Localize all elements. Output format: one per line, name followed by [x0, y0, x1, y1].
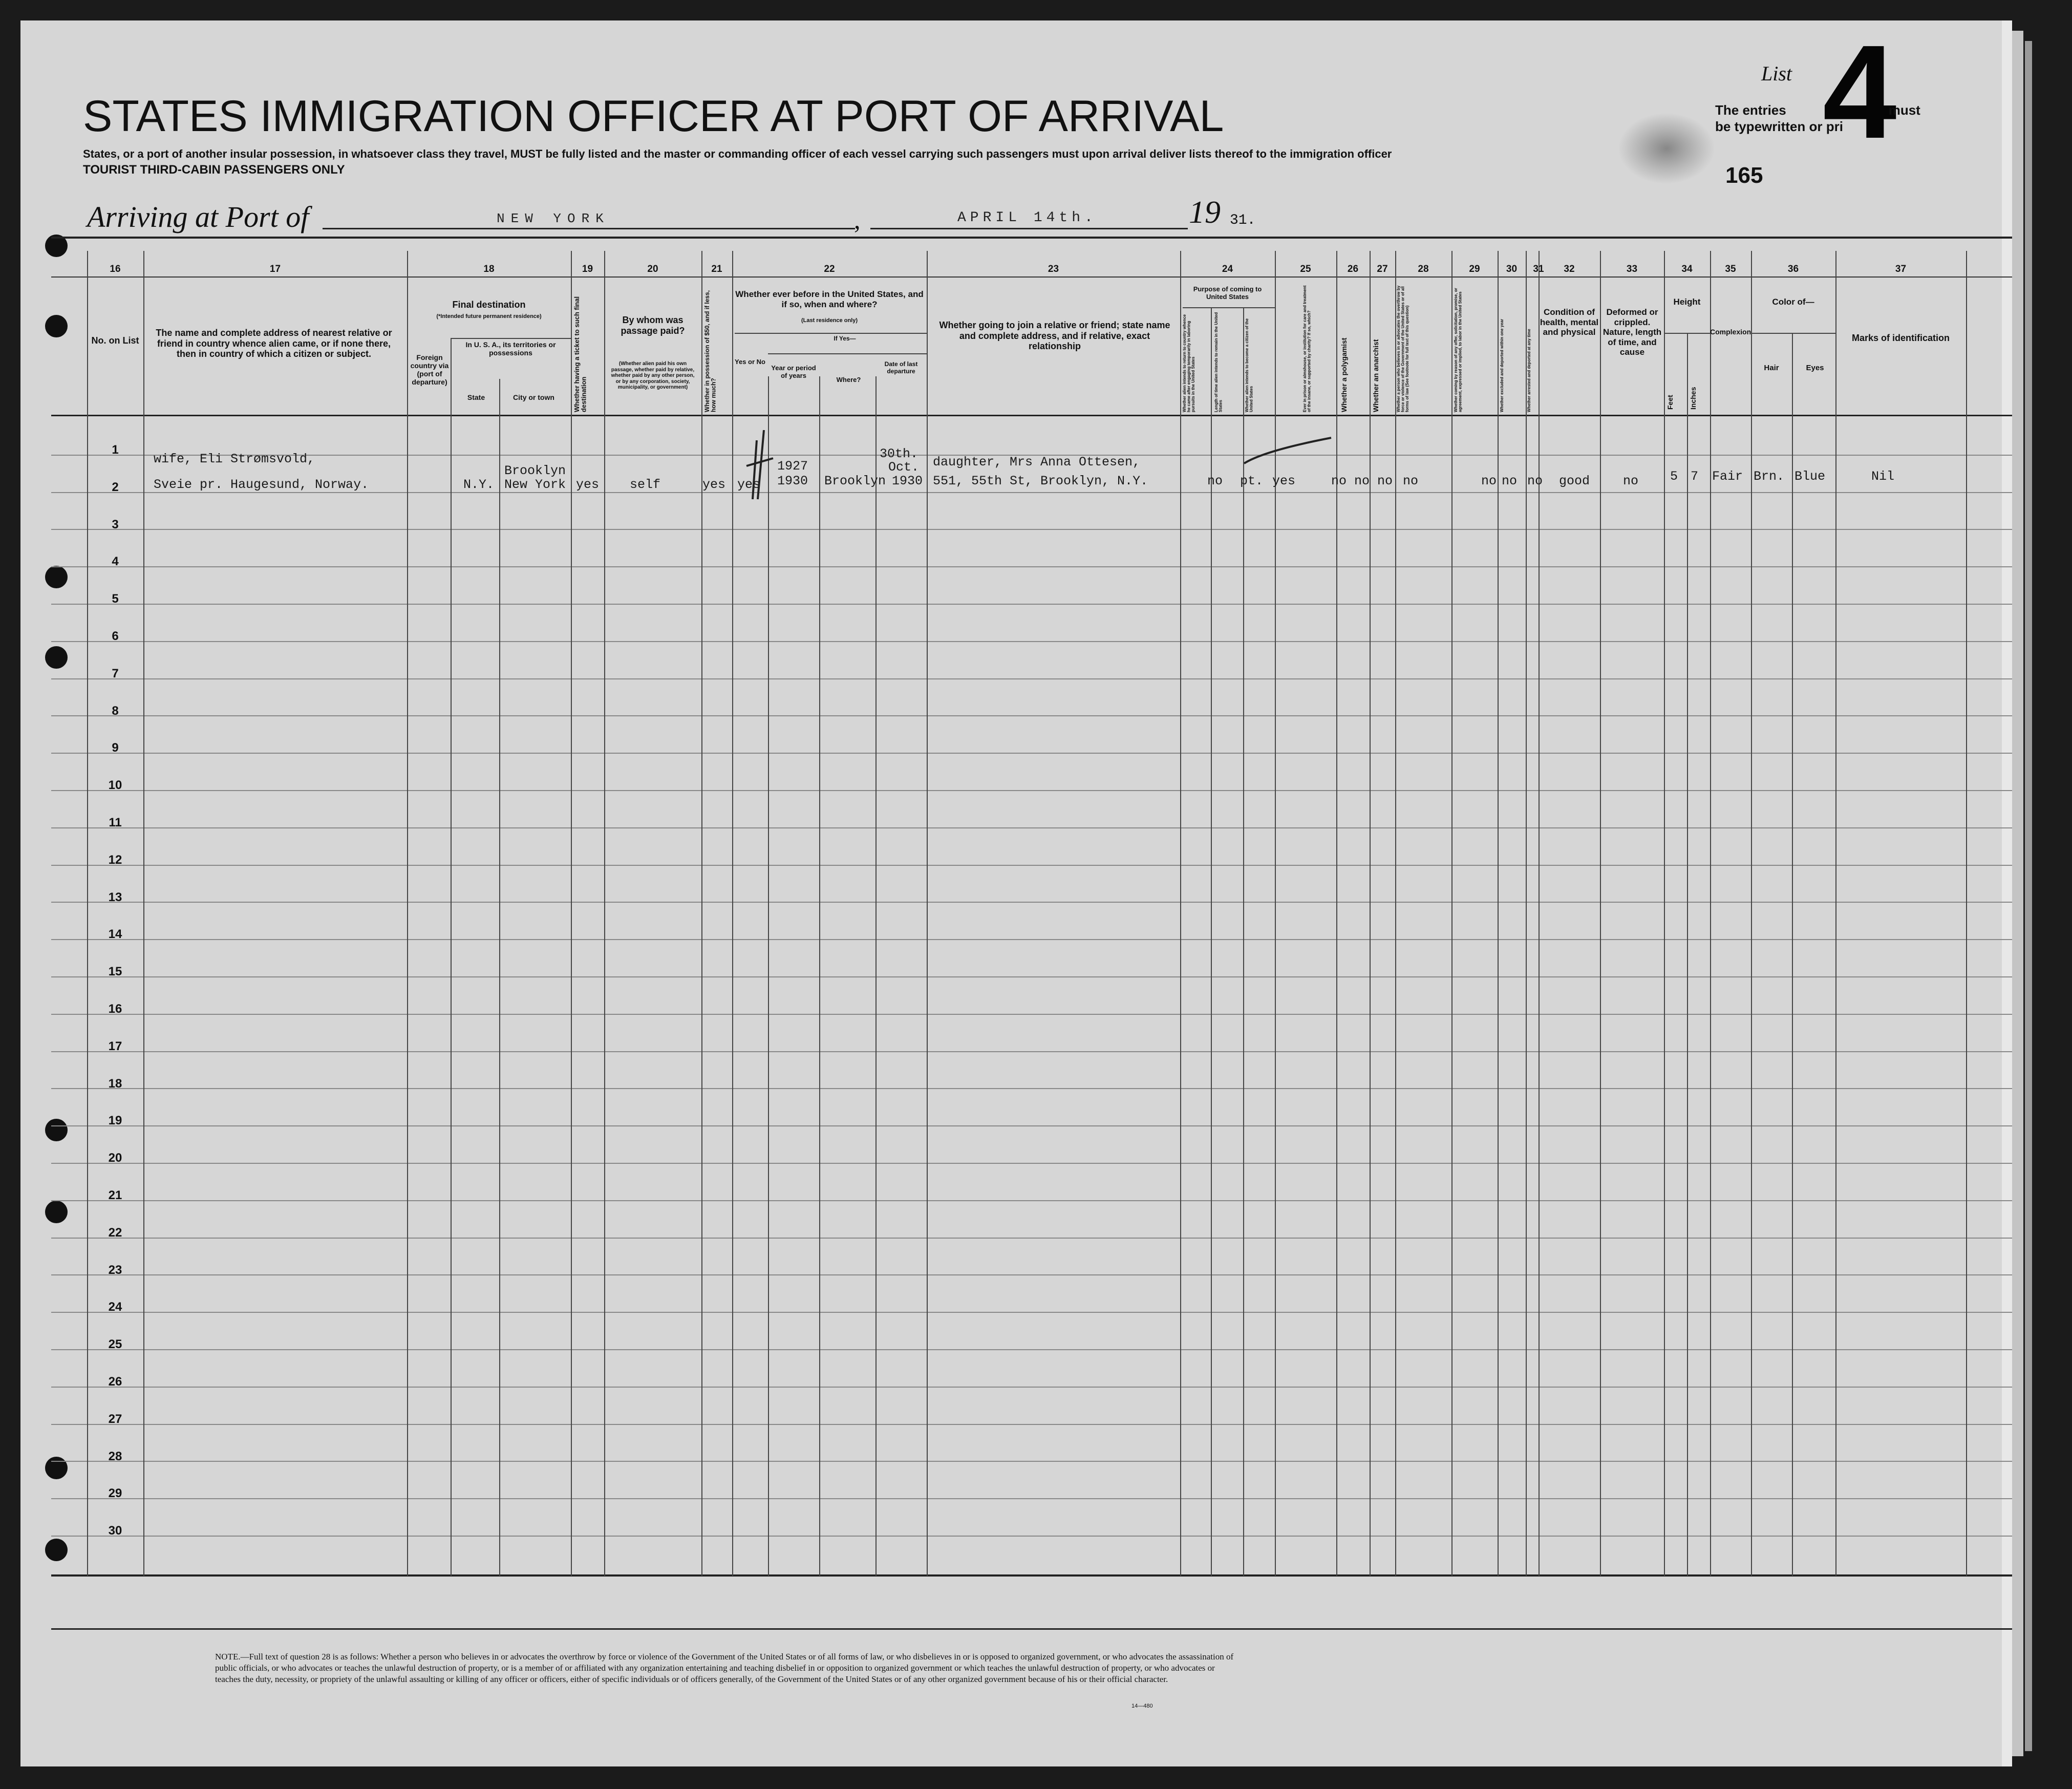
row-number: 14 [108, 927, 122, 942]
header-yes-no: Yes or No [735, 358, 765, 366]
header-date-last-departure: Date of last departure [884, 360, 918, 375]
row-number: 5 [112, 592, 119, 606]
column-number-16: 16 [110, 264, 121, 274]
header-foreign-country: Foreign country via (port of departure) [410, 353, 449, 387]
header-passage-paid: By whom was passage paid? [621, 315, 685, 336]
form-title: STATES IMMIGRATION OFFICER AT PORT OF ARRIVAL [83, 92, 1224, 141]
list-label: List [1761, 62, 1792, 85]
row-number: 25 [108, 1337, 122, 1352]
header-marks: Marks of identification [1851, 333, 1950, 343]
column-number-20: 20 [647, 264, 658, 274]
tick-mark-icon [1244, 438, 1331, 463]
column-number-37: 37 [1895, 264, 1907, 274]
column-number-19: 19 [582, 264, 593, 274]
header-final-destination-note: (*Intended future permanent residence) [436, 313, 542, 320]
comma-separator: , [854, 205, 861, 234]
column-number-21: 21 [711, 264, 722, 274]
header-color-of: Color of— [1772, 297, 1814, 307]
footnote-question-28: NOTE.—Full text of question 28 is as follows: Whether a person who believes in or advocates the overthrow by force or violence of the Government of the United States or of all forms of law, or who disbelieves in or is opposed to organized government, or who advocates the assassination of public officials, or who advocates or teaches the unlawful destruction of property, or is a member of or affiliated with any organization entertaining and teaching disbelief in or opposition to organized government or which teaches the unlawful destruction of property, or who advocates or teaches the duty, necessity, or propriety of the unlawful assaulting or killing of any officer or officers, either of specific individuals or of officers generally, of the Government of the United States or of any other organized government because of his or their official character. [215, 1652, 1234, 1684]
header-purpose-length: Length of time alien intends to remain in the United States [1214, 312, 1223, 412]
form-subtitle: States, or a port of another insular possession, in whatsoever class they travel, MUST be fully listed and the master or commanding officer of each vessel carrying such passengers must upon arrival deliver lists thereof to the immigration officer [83, 147, 1392, 160]
header-purpose: Purpose of coming to United States [1193, 285, 1262, 301]
entry-citizen: yes [1272, 474, 1296, 488]
entry-return: no [1207, 474, 1223, 488]
entries-note-text: The entries [1715, 102, 1786, 118]
row-number: 24 [108, 1300, 122, 1314]
page-number: 165 [1725, 163, 1763, 188]
header-inches: Inches [1689, 387, 1697, 410]
header-possession-50: Whether in possession of $50, and if less, how much? [703, 290, 717, 412]
header-nearest-relative: The name and complete address of nearest relative or friend in country whence alien came, or if none there, then in country of which a citizen or subject. [156, 328, 392, 359]
cabin-class: TOURIST THIRD-CABIN PASSENGERS ONLY [83, 163, 345, 177]
column-number-32: 32 [1564, 264, 1575, 274]
entry-deformed: no [1623, 474, 1639, 488]
column-number-23: 23 [1048, 264, 1059, 274]
header-eyes: Eyes [1806, 364, 1824, 372]
header-ticket: Whether having a ticket to such final destination [573, 296, 588, 412]
entry-ever-before: yes [737, 477, 761, 492]
entry-departure-line2: Oct. [888, 460, 920, 475]
entry-ticket: yes [576, 477, 600, 492]
header-purpose-citizen: Whether alien intends to become a citizen of the United States [1245, 318, 1254, 412]
column-number-28: 28 [1418, 264, 1429, 274]
form-number: 14—480 [1131, 1703, 1153, 1709]
entry-departure-line1: 30th. [880, 446, 918, 461]
entry-prison: no [1331, 474, 1347, 488]
row-number: 29 [108, 1486, 122, 1501]
entry-length: pt. [1240, 474, 1264, 488]
row-number: 27 [108, 1412, 122, 1426]
check-mark-icon [746, 430, 773, 499]
header-offer: Whether coming by reason of any offer, solicitation, promise, or agreement, expressed or implied, to labor in the United States [1454, 288, 1463, 412]
header-city: City or town [513, 393, 554, 401]
entry-polygamist: no [1354, 474, 1370, 488]
column-number-33: 33 [1626, 264, 1638, 274]
column-number-29: 29 [1469, 264, 1480, 274]
entry-years-line1: 1927 [777, 459, 808, 474]
column-number-17: 17 [269, 264, 281, 274]
row-number: 16 [108, 1002, 122, 1016]
column-number-34: 34 [1681, 264, 1693, 274]
entry-health: good [1559, 474, 1590, 488]
row-number: 10 [108, 778, 122, 793]
arrival-date: APRIL 14th. [957, 210, 1097, 226]
row-number: 19 [108, 1114, 122, 1128]
arrival-year: 31. [1230, 212, 1256, 228]
column-number-25: 25 [1300, 264, 1311, 274]
entry-inches: 7 [1691, 469, 1699, 484]
header-arrested: Whether arrested and deported at any time [1527, 329, 1531, 412]
entry-relative-line2: Sveie pr. Haugesund, Norway. [154, 477, 369, 492]
entry-joining-line1: daughter, Mrs Anna Ottesen, [933, 455, 1141, 470]
header-deformed: Deformed or crippled. Nature, length of time, and cause [1603, 307, 1662, 357]
header-feet: Feet [1666, 395, 1674, 410]
row-number: 9 [112, 741, 119, 755]
row-number: 23 [108, 1263, 122, 1277]
row-number: 13 [108, 890, 122, 904]
header-anarchist: Whether an anarchist [1372, 339, 1380, 412]
column-number-36: 36 [1787, 264, 1799, 274]
entry-years-line2: 1930 [777, 474, 808, 488]
header-excluded: Whether excluded and deported within one year [1500, 318, 1504, 412]
entry-offer: no [1481, 474, 1497, 488]
header-purpose-return: Whether alien intends to return to country whence he came after engaging temporarily in laboring pursuits in the United States [1182, 314, 1195, 412]
entry-where: Brooklyn [824, 474, 886, 488]
row-number: 21 [108, 1188, 122, 1202]
row-number: 15 [108, 965, 122, 979]
column-number-27: 27 [1377, 264, 1388, 274]
row-number: 17 [108, 1039, 122, 1053]
row-number: 4 [112, 555, 119, 569]
entries-note-must: must [1888, 102, 1920, 118]
entry-excluded: no [1502, 474, 1518, 488]
header-polygamist: Whether a polygamist [1340, 337, 1348, 412]
row-number: 12 [108, 853, 122, 867]
entry-anarchist: no [1377, 474, 1393, 488]
row-number: 30 [108, 1524, 122, 1538]
entry-feet: 5 [1670, 469, 1678, 484]
header-health: Condition of health, mental and physical [1540, 307, 1599, 337]
entry-hair: Brn. [1754, 469, 1785, 484]
header-year-period: Year or period of years [771, 364, 816, 379]
row-number: 28 [108, 1449, 122, 1463]
row-number: 26 [108, 1375, 122, 1389]
entry-city-line2: New York [504, 477, 566, 492]
entry-departure-line3: 1930 [892, 474, 923, 488]
column-number-31: 31 [1533, 264, 1544, 274]
header-no-on-list: No. on List [91, 335, 139, 346]
column-number-18: 18 [483, 264, 495, 274]
column-number-26: 26 [1347, 264, 1359, 274]
header-where: Where? [836, 376, 861, 384]
entry-passage: self [630, 477, 661, 492]
header-joining-relative: Whether going to join a relative or friend; state name and complete address, and if relative, exact relationship [939, 320, 1170, 352]
entry-complexion: Fair [1712, 469, 1743, 484]
entries-note-line2: be typewritten or pri [1715, 119, 1843, 134]
header-if-yes: If Yes— [834, 335, 856, 342]
entry-possession: yes [702, 477, 726, 492]
header-ever-before-note: (Last residence only) [801, 317, 858, 324]
row-number: 18 [108, 1076, 122, 1091]
row-number: 6 [112, 629, 119, 643]
row-number: 3 [112, 517, 119, 531]
entry-arrested: no [1527, 474, 1543, 488]
entry-joining-line2: 551, 55th St, Brooklyn, N.Y. [933, 474, 1148, 488]
arrival-port: NEW YORK [497, 211, 610, 226]
entry-city-line1: Brooklyn [504, 463, 566, 478]
entry-eyes: Blue [1795, 469, 1826, 484]
arrival-year-prefix: 19 [1189, 195, 1221, 230]
header-hair: Hair [1764, 364, 1779, 372]
row-number: 20 [108, 1151, 122, 1165]
header-passage-paid-note: (Whether alien paid his own passage, whether paid by relative, whether paid by any other person, or by any corporation, society, municipality, or government) [611, 361, 695, 390]
header-height: Height [1673, 297, 1701, 307]
column-number-30: 30 [1506, 264, 1518, 274]
entry-overthrow: no [1403, 474, 1419, 488]
row-number: 11 [109, 816, 122, 829]
row-number: 22 [108, 1225, 122, 1240]
header-in-usa: In U. S. A., its territories or possessions [465, 340, 556, 357]
column-number-24: 24 [1222, 264, 1233, 274]
row-number: 1 [112, 443, 119, 457]
column-number-35: 35 [1725, 264, 1736, 274]
row-number: 8 [112, 704, 119, 718]
header-ever-before: Whether ever before in the United States, and if so, when and where? [735, 289, 924, 309]
header-complexion: Complexion [1710, 328, 1751, 336]
header-state: State [467, 393, 485, 401]
column-number-22: 22 [824, 264, 835, 274]
entry-state: N.Y. [463, 477, 495, 492]
entry-relative-line1: wife, Eli Strømsvold, [154, 452, 315, 466]
row-number: 7 [112, 666, 119, 680]
list-number: 4 [1823, 18, 1897, 166]
arriving-label: Arriving at Port of [87, 200, 309, 233]
header-prison: Ever in prison or almshouse, or institution for care and treatment of the insane, or supported by charity? If so, which? [1302, 285, 1312, 412]
header-overthrow: Whether a person who believes in or advocates the overthrow by force or violence of the Government of the United States or of all forms of law (See footnote for full text of this question) [1396, 285, 1409, 412]
entry-marks: Nil [1871, 469, 1895, 484]
header-final-destination: Final destination [452, 300, 526, 310]
row-number: 2 [112, 480, 119, 494]
